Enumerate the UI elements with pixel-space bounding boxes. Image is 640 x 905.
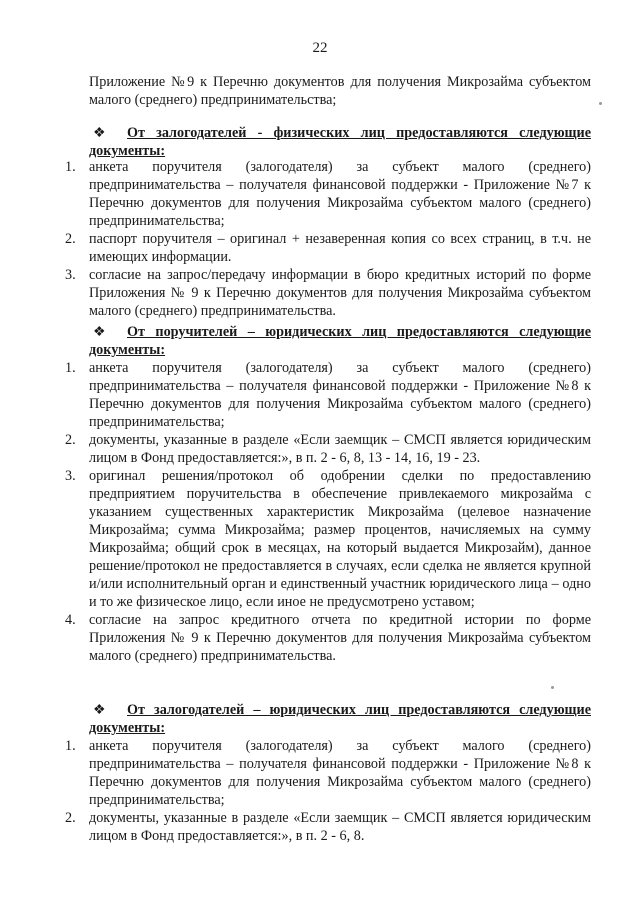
section-title: От залогодателей – юридических лиц предоставляются следующие документы:: [89, 702, 591, 736]
diamond-bullet-icon: ❖: [93, 125, 106, 141]
section-title: От поручителей – юридических лиц предоставляются следующие документы:: [89, 324, 591, 358]
list-item: 2. документы, указанные в разделе «Если заемщик – СМСП является юридическим лицом в Фонд предоставляется:», в п. 2 - 6, 8, 13 - 14, 16, 19 - 23.: [65, 432, 591, 466]
list-item: 1. анкета поручителя (залогодателя) за субъект малого (среднего) предпринимательства – получателя финансовой поддержки - Приложение №8 к Перечню документов для получения Микрозайма субъектом малого (среднего) предпринимательства;: [65, 738, 591, 808]
list-item: 2. паспорт поручителя – оригинал + незаверенная копия со всех страниц, в т.ч. не имеющих информации.: [65, 231, 591, 265]
section-heading-legal-guarantors: [89, 323, 591, 359]
list-item: 2. документы, указанные в разделе «Если заемщик – СМСП является юридическим лицом в Фонд предоставляется:», в п. 2 - 6, 8.: [65, 810, 591, 844]
intro-paragraph: Приложение №9 к Перечню документов для получения Микрозайма субъектом малого (среднего) предпринимательства;: [89, 74, 591, 108]
page-number: 22: [312, 40, 328, 56]
list-item: 4. согласие на запрос кредитного отчета по кредитной истории по форме Приложения № 9 к Перечню документов для получения Микрозайма субъектом малого (среднего) предпринимательства.: [65, 612, 591, 664]
section-heading-individual-pledgers: [89, 124, 591, 160]
scan-speck: [551, 686, 554, 689]
section-heading-legal-pledgers: [89, 701, 591, 737]
list-item: 1. анкета поручителя (залогодателя) за субъект малого (среднего) предпринимательства – получателя финансовой поддержки - Приложение №7 к Перечню документов для получения Микрозайма субъектом малого (среднего) предпринимательства;: [65, 159, 591, 229]
diamond-bullet-icon: ❖: [93, 702, 106, 718]
list-item: 1. анкета поручителя (залогодателя) за субъект малого (среднего) предпринимательства – получателя финансовой поддержки - Приложение №8 к Перечню документов для получения Микрозайма субъектом малого (среднего) предпринимательства;: [65, 360, 591, 430]
section-title: От залогодателей - физических лиц предоставляются следующие документы:: [89, 125, 591, 159]
list-item: 3. оригинал решения/протокол об одобрении сделки по предоставлению предприятием поручительства в обеспечение привлекаемого микрозайма с указанием существенных характеристик Микрозайма (целевое назначение Микрозайма; сумма Микрозайма; размер процентов, начисляемых на сумму Микрозайма; общий срок в месяцах, на который выдается Микрозайм), данное решение/протокол не предоставляется в случаях, если сделка не является крупной и/или исполнительный орган и единственный участник юридического лица – одно и то же физическое лицо, если иное не предусмотрено уставом;: [65, 468, 591, 610]
diamond-bullet-icon: ❖: [93, 324, 106, 340]
list-item: 3. согласие на запрос/передачу информации в бюро кредитных историй по форме Приложения № 9 к Перечню документов для получения Микрозайма субъектом малого (среднего) предпринимательства.: [65, 267, 591, 319]
scan-speck: [599, 102, 602, 105]
document-list-legal-pledgers: [65, 737, 591, 845]
document-list-legal-guarantors: [65, 359, 591, 665]
document-list-individual-pledgers: [65, 158, 591, 320]
